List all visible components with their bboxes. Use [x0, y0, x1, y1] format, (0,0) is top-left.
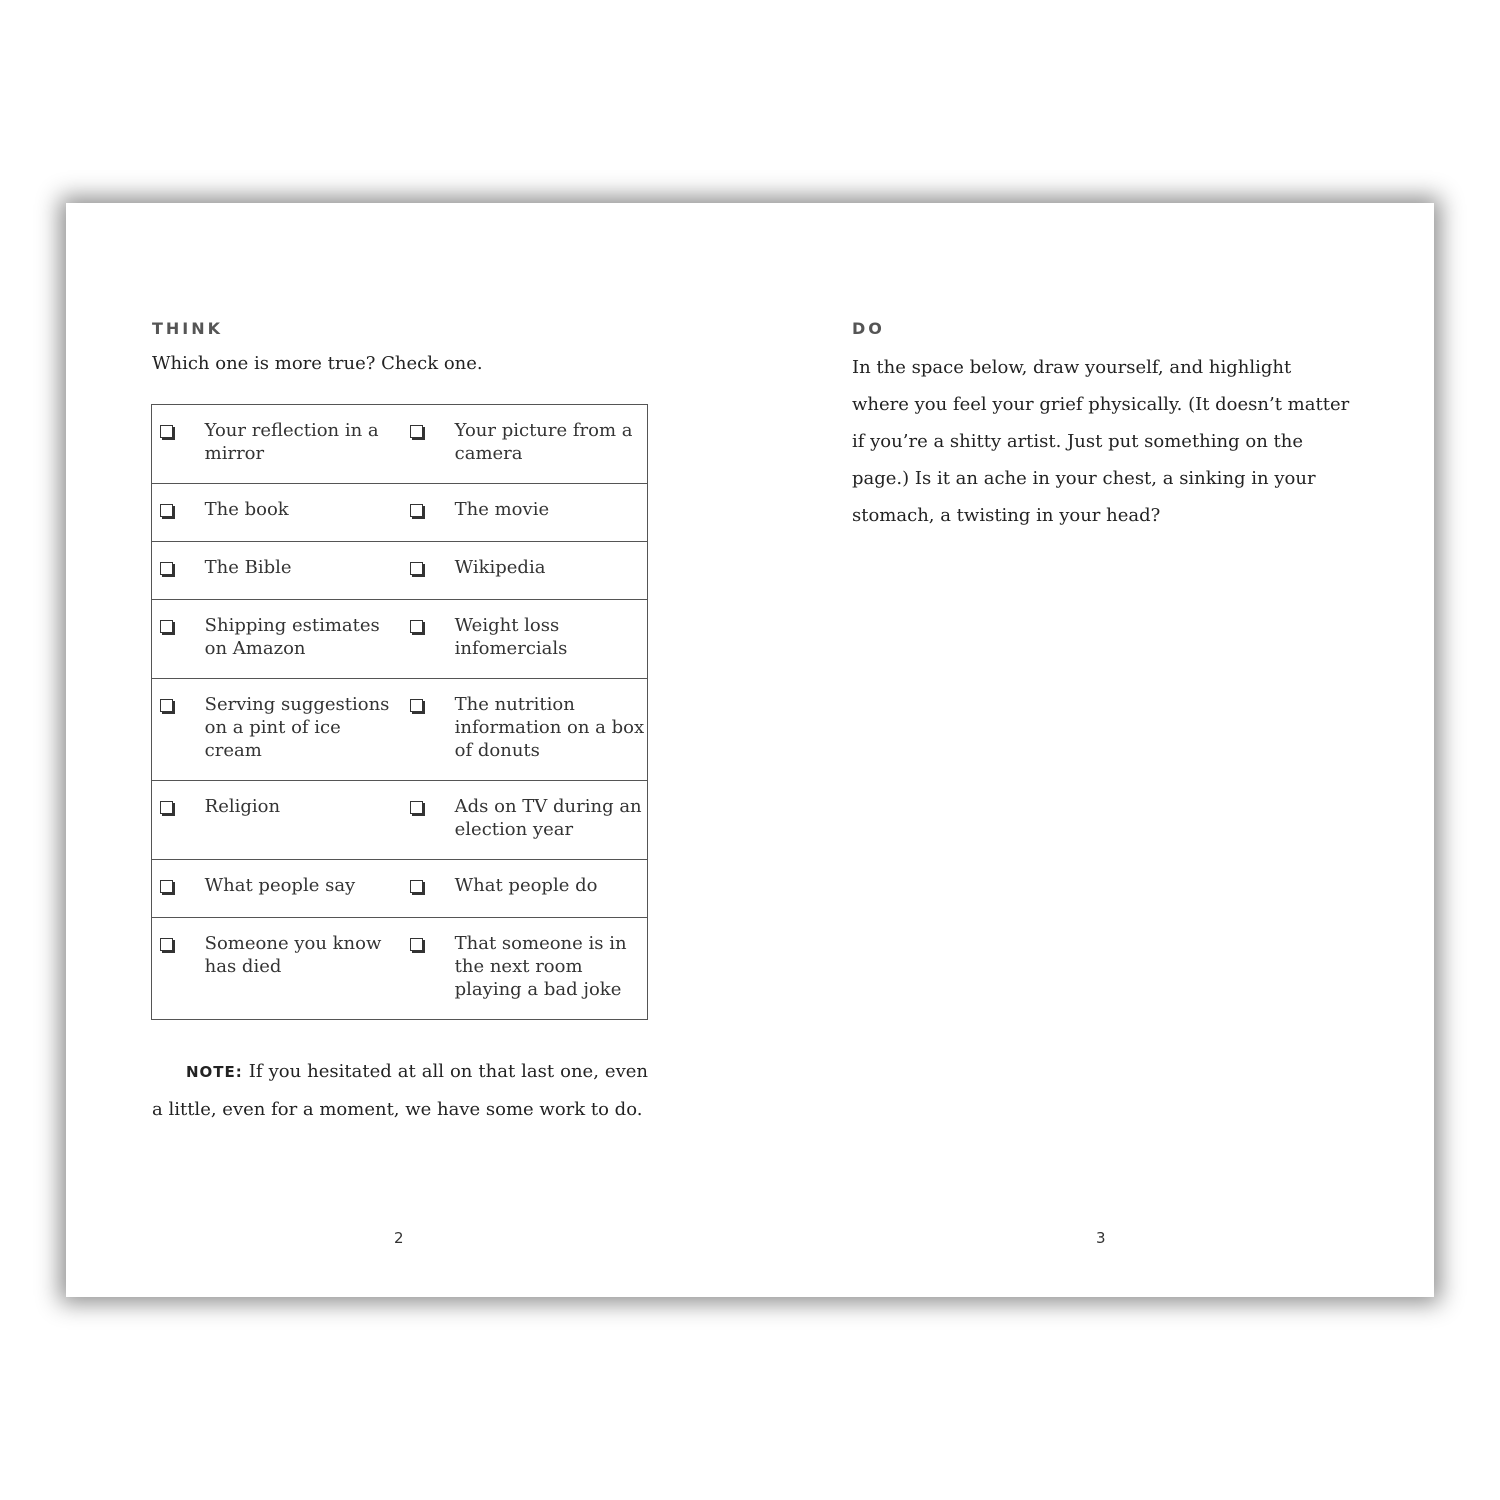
- choice-row: [152, 600, 648, 679]
- choice-option-right: Weight loss infomercials: [455, 600, 648, 679]
- choice-option-right: The movie: [455, 484, 648, 542]
- choice-option-left: Religion: [205, 781, 402, 860]
- book-spread: [66, 203, 1434, 1297]
- choice-option-left: The book: [205, 484, 402, 542]
- checkbox-icon[interactable]: [410, 425, 423, 438]
- choice-option-left: Your reflection in a mirror: [205, 405, 402, 484]
- do-instruction: In the space below, draw yourself, and highlight where you feel your grief physically. (It doesn’t matter if you’re a shitty artist. Just put something on the page.) Is it an ache in your chest, a sinking in your stomach, a twisting in your head?: [852, 357, 1350, 526]
- checkbox-icon[interactable]: [160, 504, 173, 517]
- choice-option-right: What people do: [455, 860, 648, 918]
- choice-option-right: Ads on TV during an election year: [455, 781, 648, 860]
- checkbox-icon[interactable]: [410, 880, 423, 893]
- checkbox-icon[interactable]: [160, 938, 173, 951]
- note-text: If you hesitated at all on that last one, even a little, even for a moment, we have some work to do.: [152, 1061, 648, 1120]
- note-paragraph: [152, 1053, 648, 1128]
- checkbox-icon[interactable]: [160, 880, 173, 893]
- choice-row: [152, 542, 648, 600]
- choice-row: [152, 679, 648, 781]
- checkbox-icon[interactable]: [160, 562, 173, 575]
- checkbox-icon[interactable]: [410, 504, 423, 517]
- think-instruction: Which one is more true? Check one.: [152, 353, 483, 374]
- checkbox-icon[interactable]: [410, 562, 423, 575]
- page-number-right: 3: [1096, 1229, 1106, 1247]
- choice-table: [151, 404, 648, 1020]
- note-label: NOTE:: [186, 1063, 243, 1081]
- checkbox-icon[interactable]: [160, 425, 173, 438]
- page-number-left: 2: [394, 1229, 404, 1247]
- choice-row: [152, 405, 648, 484]
- checkbox-icon[interactable]: [410, 699, 423, 712]
- choice-option-left: Someone you know has died: [205, 918, 402, 1020]
- right-page: [750, 203, 1434, 1297]
- checkbox-icon[interactable]: [160, 699, 173, 712]
- choice-option-left: Shipping estimates on Amazon: [205, 600, 402, 679]
- choice-option-left: The Bible: [205, 542, 402, 600]
- checkbox-icon[interactable]: [160, 620, 173, 633]
- checkbox-icon[interactable]: [410, 938, 423, 951]
- choice-row: [152, 860, 648, 918]
- left-page: [66, 203, 750, 1297]
- checkbox-icon[interactable]: [410, 620, 423, 633]
- checkbox-icon[interactable]: [410, 801, 423, 814]
- choice-option-right: The nutrition information on a box of donuts: [455, 679, 648, 781]
- think-heading: THINK: [152, 319, 224, 338]
- choice-option-right: Your picture from a camera: [455, 405, 648, 484]
- choice-row: [152, 918, 648, 1020]
- choice-option-right: That someone is in the next room playing a bad joke: [455, 918, 648, 1020]
- choice-row: [152, 484, 648, 542]
- choice-row: [152, 781, 648, 860]
- choice-option-left: What people say: [205, 860, 402, 918]
- do-heading: DO: [852, 319, 885, 338]
- checkbox-icon[interactable]: [160, 801, 173, 814]
- choice-option-left: Serving suggestions on a pint of ice cream: [205, 679, 402, 781]
- choice-option-right: Wikipedia: [455, 542, 648, 600]
